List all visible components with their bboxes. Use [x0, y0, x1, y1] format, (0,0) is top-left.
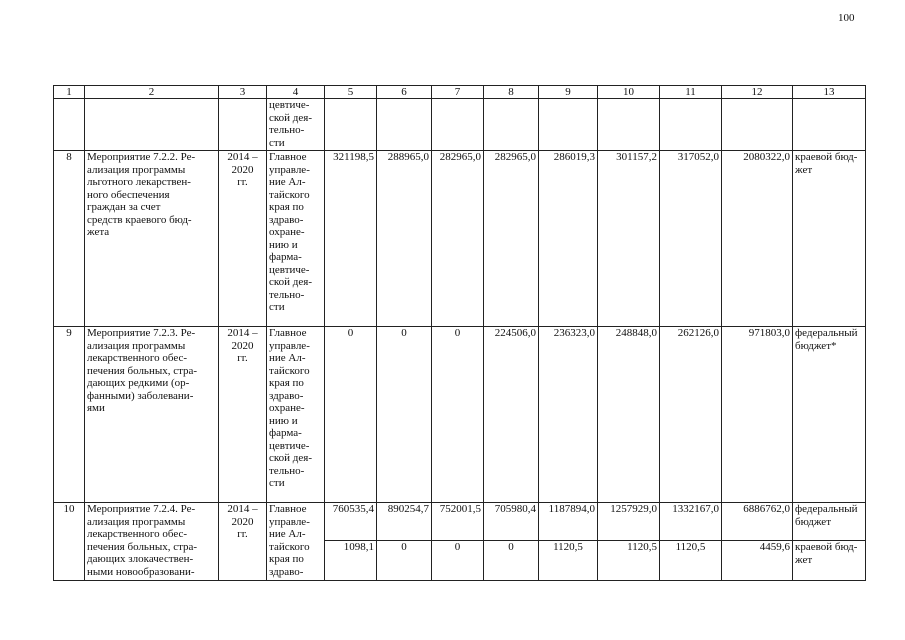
value-cell: 0: [432, 327, 484, 503]
value-cell: 890254,7: [377, 503, 432, 541]
header-cell: 9: [539, 86, 598, 99]
header-cell: 13: [793, 86, 866, 99]
continuation-row: [54, 99, 866, 151]
value-cell: 301157,2: [598, 151, 660, 327]
header-cell: 7: [432, 86, 484, 99]
value-cell: 1257929,0: [598, 503, 660, 541]
header-cell: 1: [54, 86, 85, 99]
value-cell: 248848,0: [598, 327, 660, 503]
funding-source: федеральный бюджет*: [793, 327, 866, 503]
row-number: 9: [54, 327, 85, 503]
value-cell: 0: [432, 541, 484, 581]
value-cell: 0: [484, 541, 539, 581]
value-cell: 0: [377, 327, 432, 503]
value-cell: 752001,5: [432, 503, 484, 541]
page-number: 100: [838, 12, 855, 24]
measure-name: Мероприятие 7.2.3. Ре- ализация программы лекарственного обес- печения больных, стра- дающих редкими (ор- фанными) заболевани- ями: [85, 327, 219, 503]
total-cell: 971803,0: [722, 327, 793, 503]
row-number: 8: [54, 151, 85, 327]
value-cell: 321198,5: [325, 151, 377, 327]
value-cell: 236323,0: [539, 327, 598, 503]
value-cell: 760535,4: [325, 503, 377, 541]
table-row: [54, 151, 866, 327]
period-cell: 2014 – 2020 гг.: [219, 151, 267, 327]
value-cell: 0: [377, 541, 432, 581]
value-cell: 288965,0: [377, 151, 432, 327]
total-cell: 6886762,0: [722, 503, 793, 541]
budget-table: [53, 85, 866, 581]
table-row: [54, 503, 866, 541]
value-cell: 0: [325, 327, 377, 503]
period-cell: 2014 – 2020 гг.: [219, 503, 267, 581]
header-cell: 10: [598, 86, 660, 99]
value-cell: 1098,1: [325, 541, 377, 581]
header-cell: 5: [325, 86, 377, 99]
header-cell: 11: [660, 86, 722, 99]
measure-name: Мероприятие 7.2.2. Ре- ализация программы льготного лекарствен- ного обеспечения граждан за счет средств краевого бюд- жета: [85, 151, 219, 327]
header-cell: 8: [484, 86, 539, 99]
period-cell: 2014 – 2020 гг.: [219, 327, 267, 503]
executor-cell: цевтиче- ской дея- тельно- сти: [267, 99, 325, 151]
header-cell: 2: [85, 86, 219, 99]
total-cell: 2080322,0: [722, 151, 793, 327]
value-cell: 262126,0: [660, 327, 722, 503]
funding-source: федеральный бюджет: [793, 503, 866, 541]
header-cell: 4: [267, 86, 325, 99]
header-cell: 3: [219, 86, 267, 99]
funding-source: краевой бюд- жет: [793, 541, 866, 581]
executor-cell: Главное управле- ние Ал- тайского края по здраво- охране- нию и фарма- цевтиче- ской дея- тельно- сти: [267, 327, 325, 503]
executor-cell: Главное управле- ние Ал- тайского края по здраво-: [267, 503, 325, 581]
value-cell: 282965,0: [484, 151, 539, 327]
table-row: [54, 327, 866, 503]
value-cell: 1332167,0: [660, 503, 722, 541]
header-row: [54, 86, 866, 99]
value-cell: 282965,0: [432, 151, 484, 327]
value-cell: 286019,3: [539, 151, 598, 327]
value-cell: 1187894,0: [539, 503, 598, 541]
total-cell: 4459,6: [722, 541, 793, 581]
header-cell: 6: [377, 86, 432, 99]
funding-source: краевой бюд- жет: [793, 151, 866, 327]
measure-name: Мероприятие 7.2.4. Ре- ализация программы лекарственного обес- печения больных, стра- дающих злокачествен- ными новообразовани-: [85, 503, 219, 581]
header-cell: 12: [722, 86, 793, 99]
value-cell: 705980,4: [484, 503, 539, 541]
value-cell: 1120,5: [660, 541, 722, 581]
value-cell: 224506,0: [484, 327, 539, 503]
executor-cell: Главное управле- ние Ал- тайского края по здраво- охране- нию и фарма- цевтиче- ской дея- тельно- сти: [267, 151, 325, 327]
value-cell: 1120,5: [598, 541, 660, 581]
row-number: 10: [54, 503, 85, 581]
value-cell: 1120,5: [539, 541, 598, 581]
value-cell: 317052,0: [660, 151, 722, 327]
